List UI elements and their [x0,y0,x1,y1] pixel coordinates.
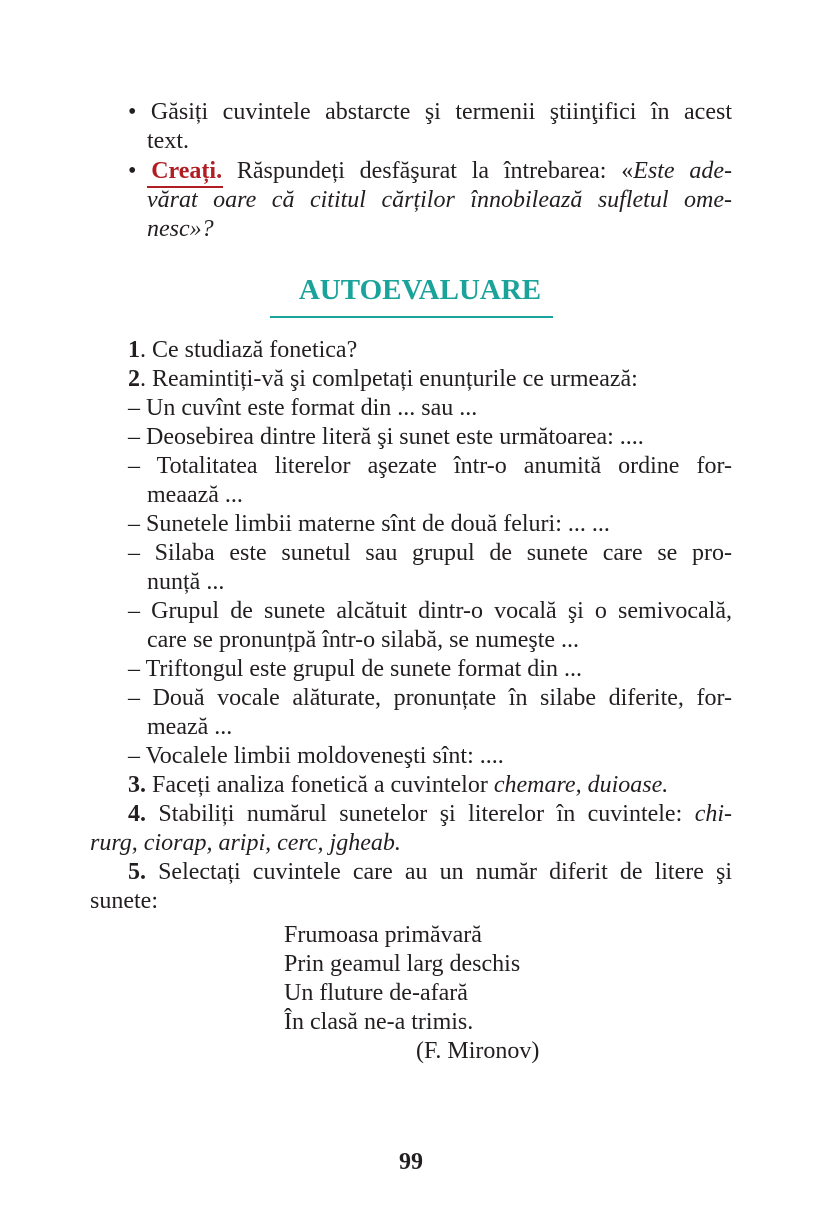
dash-item: – Totalitatea literelor aşezate într-o anumită ordine for- [128,453,732,479]
question-3-number: 3. [128,772,146,798]
question-5-line2: sunete: [90,888,158,914]
poem-line: În clasă ne-a trimis. [284,1009,474,1035]
question-2-number: 2 [128,366,140,392]
question-4-words-start: chi- [694,801,732,827]
question-3-text: Faceți analiza fonetică a cuvintelor [146,772,494,798]
create-question-intro: Răspundeți desfăşurat la întrebarea: « [222,158,634,184]
dash-item: – Sunetele limbii materne sînt de două feluri: ... ... [128,511,610,537]
dash-item: – Silaba este sunetul sau grupul de sunete care se pro- [128,540,732,566]
create-question-italic-start: Este ade- [633,158,733,184]
dash-item: – Grupul de sunete alcătuit dintr-o vocală şi o semivocală, [128,598,732,624]
create-label: Creați. [151,158,223,184]
question-4-text: Stabiliți numărul sunetelor şi literelor în cuvintele: [146,801,695,827]
poem-line: Frumoasa primăvară [284,922,482,948]
question-2-text: . Reamintiți-vă şi comlpetați enunțurile ce urmează: [140,366,638,392]
question-5-text: Selectați cuvintele care au un număr diferit de litere şi [146,859,732,885]
dash-item: – Vocalele limbii moldoveneşti sînt: .... [128,743,504,769]
poem-author: (F. Mironov) [416,1038,540,1064]
bullet-abstract-words-line1: • Găsiți cuvintele abstarcte şi termenii ştiinţifici în acest [128,99,732,125]
dash-item: – Deosebirea dintre literă şi sunet este următoarea: .... [128,424,644,450]
dash-item: – Un cuvînt este format din ... sau ... [128,395,478,421]
question-4-line2: rurg, ciorap, aripi, cerc, jgheab. [90,830,401,856]
dash-item: – Două vocale alăturate, pronunțate în silabe diferite, for- [128,685,732,711]
dash-item: – Triftongul este grupul de sunete format din ... [128,656,582,682]
question-5-number: 5. [128,859,146,885]
question-1-text: . Ce studiază fonetica? [140,337,358,363]
question-4-number: 4. [128,801,146,827]
bullet-create-line3: nesc»? [147,216,214,242]
question-4-line1 [128,800,732,829]
bullet-create-line1 [128,157,732,186]
page-number: 99 [399,1149,423,1175]
question-3 [128,771,668,800]
question-5-line1 [128,858,732,887]
bullet-abstract-words-line2: text. [147,128,189,154]
dash-item-continuation: meaază ... [147,482,243,508]
section-heading: AUTOEVALUARE [298,274,542,306]
bullet-marker: • [128,158,152,184]
poem-line: Prin geamul larg deschis [284,951,521,977]
question-1-number: 1 [128,337,140,363]
dash-item-continuation: mează ... [147,714,233,740]
poem-line: Un fluture de-afară [284,980,468,1006]
dash-item-continuation: nunță ... [147,569,225,595]
dash-item-continuation: care se pronunțpă într-o silabă, se numeşte ... [147,627,580,653]
question-1 [128,336,357,365]
bullet-create-line2: vărat oare că cititul cărților înnobilează sufletul ome- [147,187,732,213]
heading-underline [270,316,553,318]
question-3-words: chemare, duioase. [493,772,669,798]
question-2 [128,365,638,394]
